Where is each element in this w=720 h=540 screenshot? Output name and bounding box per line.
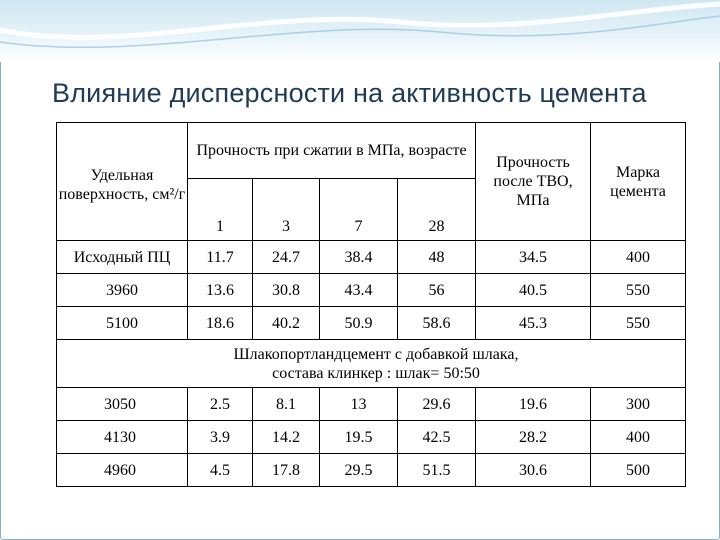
- cell-age-28: 51.5: [398, 454, 476, 487]
- cell-grade: 400: [591, 241, 686, 274]
- cell-age-1: 3.9: [188, 421, 253, 454]
- header-age-3: 3: [253, 179, 320, 241]
- cell-age-3: 17.8: [253, 454, 320, 487]
- cell-age-7: 38.4: [320, 241, 398, 274]
- group-label-row: [57, 340, 686, 388]
- cell-after-tvo: 45.3: [476, 307, 591, 340]
- cell-age-7: 43.4: [320, 274, 398, 307]
- cell-age-3: 40.2: [253, 307, 320, 340]
- cell-age-7: 50.9: [320, 307, 398, 340]
- cell-age-3: 30.8: [253, 274, 320, 307]
- cell-after-tvo: 28.2: [476, 421, 591, 454]
- table-row: [57, 274, 686, 307]
- cell-age-1: 2.5: [188, 388, 253, 421]
- cell-after-tvo: 40.5: [476, 274, 591, 307]
- cell-after-tvo: 30.6: [476, 454, 591, 487]
- cell-age-3: 8.1: [253, 388, 320, 421]
- cell-age-7: 19.5: [320, 421, 398, 454]
- header-after-tvo: Прочность после ТВО, МПа: [476, 123, 591, 241]
- cell-grade: 400: [591, 421, 686, 454]
- cell-age-28: 42.5: [398, 421, 476, 454]
- header-surface: Удельная поверхность, см²/г: [57, 123, 188, 241]
- cell-age-1: 11.7: [188, 241, 253, 274]
- cell-grade: 550: [591, 274, 686, 307]
- cell-surface: Исходный ПЦ: [57, 241, 188, 274]
- decorative-wave: [0, 0, 720, 80]
- table-row: [57, 307, 686, 340]
- cell-grade: 500: [591, 454, 686, 487]
- cell-grade: 550: [591, 307, 686, 340]
- cell-age-3: 24.7: [253, 241, 320, 274]
- slide-title: Влияние дисперсности на активность цемента: [52, 78, 647, 108]
- cell-age-28: 29.6: [398, 388, 476, 421]
- cell-surface: 4130: [57, 421, 188, 454]
- cell-after-tvo: 19.6: [476, 388, 591, 421]
- table-row: [57, 241, 686, 274]
- header-grade: Марка цемента: [591, 123, 686, 241]
- cell-age-28: 48: [398, 241, 476, 274]
- header-age-28: 28: [398, 179, 476, 241]
- group-label: Шлакопортландцемент с добавкой шлака, состава клинкер : шлак= 50:50: [57, 340, 686, 388]
- cell-age-1: 18.6: [188, 307, 253, 340]
- cell-age-7: 13: [320, 388, 398, 421]
- cell-age-1: 13.6: [188, 274, 253, 307]
- header-strength-age: Прочность при сжатии в МПа, возрасте: [188, 123, 476, 179]
- cell-surface: 5100: [57, 307, 188, 340]
- cell-after-tvo: 34.5: [476, 241, 591, 274]
- header-age-7: 7: [320, 179, 398, 241]
- cell-age-3: 14.2: [253, 421, 320, 454]
- dispersion-table: [56, 122, 686, 487]
- cell-age-1: 4.5: [188, 454, 253, 487]
- cell-age-7: 29.5: [320, 454, 398, 487]
- cell-surface: 3960: [57, 274, 188, 307]
- cell-grade: 300: [591, 388, 686, 421]
- header-age-1: 1: [188, 179, 253, 241]
- table-row: [57, 421, 686, 454]
- cell-surface: 3050: [57, 388, 188, 421]
- cell-age-28: 56: [398, 274, 476, 307]
- table-row: [57, 388, 686, 421]
- cell-age-28: 58.6: [398, 307, 476, 340]
- table-row: [57, 454, 686, 487]
- cell-surface: 4960: [57, 454, 188, 487]
